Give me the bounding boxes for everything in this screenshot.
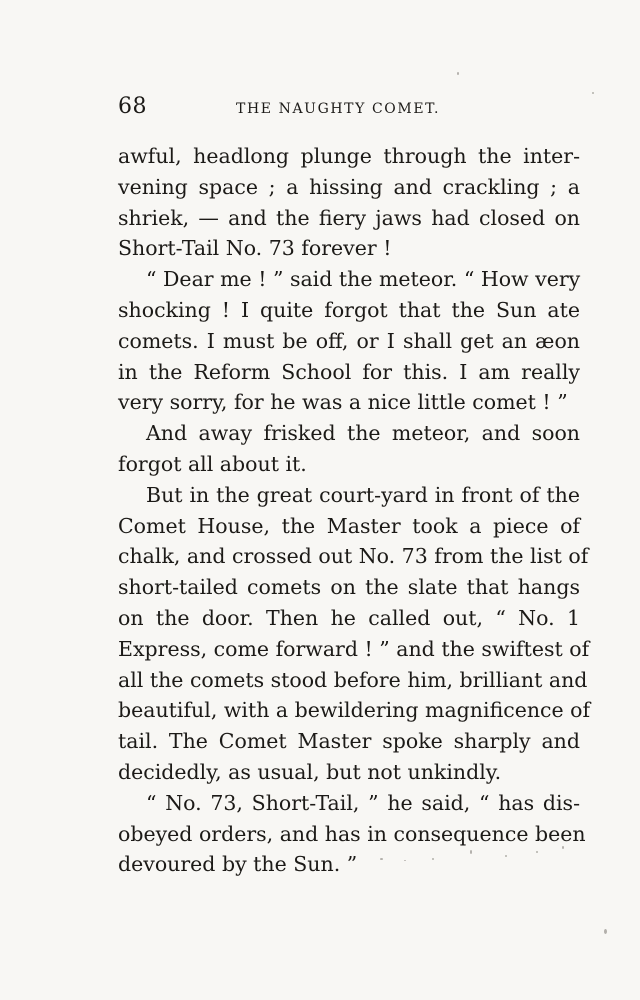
- print-speck: [536, 851, 538, 853]
- body-text: [118, 141, 591, 880]
- text-line: “ Dear me ! ” said the meteor. “ How very: [146, 267, 581, 292]
- text-line: awful, headlong plunge through the inter-: [118, 144, 580, 168]
- print-speck: [432, 858, 434, 860]
- text-line: on the door. Then he called out, “ No. 1: [118, 605, 580, 630]
- text-line: in the Reform School for this. I am really: [118, 359, 580, 384]
- print-speck: [505, 855, 507, 857]
- text-line: short-tailed comets on the slate that hangs: [118, 575, 580, 600]
- text-line: decidedly, as usual, but not unkindly.: [118, 759, 502, 784]
- text-line: Short-Tail No. 73 forever !: [118, 236, 392, 261]
- print-speck: [562, 846, 564, 849]
- text-line: forgot all about it.: [118, 451, 307, 476]
- running-title: THE NAUGHTY COMET.: [236, 101, 441, 117]
- print-speck: [380, 858, 383, 860]
- paragraph: [118, 418, 580, 480]
- text-line: tail. The Comet Master spoke sharply and: [118, 729, 580, 754]
- text-line: very sorry, for he was a nice little comet ! ”: [118, 390, 568, 415]
- print-speck: [470, 850, 472, 854]
- text-line: “ No. 73, Short-Tail, ” he said, “ has dis-: [146, 790, 580, 815]
- print-speck: [404, 860, 406, 861]
- text-line: Comet House, the Master took a piece of: [118, 513, 580, 538]
- text-line: Express, come forward ! ” and the swiftest of: [118, 636, 590, 661]
- print-speck: [592, 92, 594, 94]
- text-line: chalk, and crossed out No. 73 from the list of: [118, 544, 589, 569]
- text-line: comets. I must be off, or I shall get an æon: [118, 328, 580, 353]
- text-line: shriek, — and the fiery jaws had closed on: [118, 205, 580, 230]
- paragraph: [118, 141, 580, 264]
- text-line: vening space ; a hissing and crackling ; a: [118, 174, 580, 199]
- text-line: shocking ! I quite forgot that the Sun ate: [118, 297, 580, 322]
- text-line: And away frisked the meteor, and soon: [146, 421, 580, 446]
- paragraph: [118, 788, 586, 880]
- page-number: 68: [118, 94, 147, 119]
- text-line: devoured by the Sun. ”: [118, 852, 358, 877]
- print-speck: [604, 929, 607, 934]
- paragraph: [118, 480, 591, 788]
- text-line: obeyed orders, and has in consequence been: [118, 821, 586, 846]
- print-speck: [457, 72, 459, 75]
- paragraph: [118, 264, 580, 418]
- text-line: all the comets stood before him, brilliant and: [118, 667, 588, 692]
- text-line: But in the great court-yard in front of the: [146, 482, 580, 507]
- text-line: beautiful, with a bewildering magnificence of: [118, 698, 591, 723]
